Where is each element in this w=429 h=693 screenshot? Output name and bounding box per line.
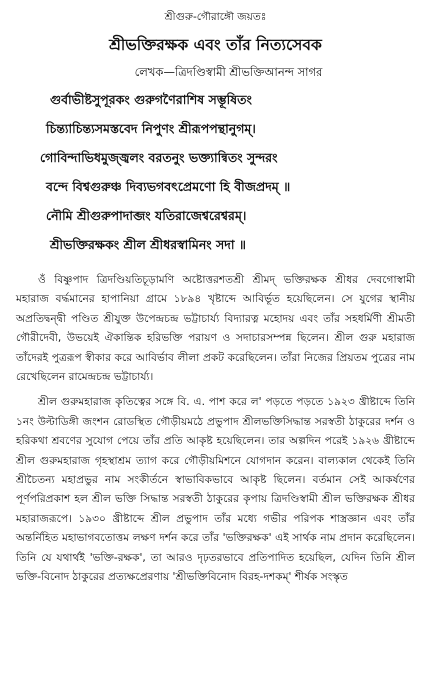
verse-line: নৌমি শ্রীগুরুপাদাব্জং যতিরাজেশ্বরেশ্বরম্। (46, 208, 247, 223)
sanskrit-verses (16, 92, 415, 257)
article-body (16, 271, 415, 588)
body-paragraph: ওঁ বিষ্ণুপাদ ত্রিদণ্ডিয়তিচূড়ামণি অষ্টোত্তরশতশ্রী শ্রীমদ্ ভক্তিরক্ষক শ্রীধর দেবগোস্বামী মহারাজ বর্দ্ধমানের হাপানিয়া গ্রামে ১৮৯৪ খৃষ্টাব্দে আবির্ভূত হয়েছিলেন। সে যুগের স্থানীয় অপ্রতিদ্বন্দ্বী পণ্ডিত শ্রীযুক্ত উপেন্দ্রচন্দ্র ভট্টাচার্য্য বিদ্যারত্ন মহোদয় এবং তাঁর সহধর্মিণী শ্রীমতী গৌরীদেবী, উভয়েই ঐকান্তিক হরিভক্তি পরায়ণ ও সদাচারসম্পন্ন ছিলেন। শ্রীল গুরু মহারাজ তাঁদেরই পুত্ররূপ স্বীকার করে আবির্ভাব লীলা প্রকট করেছিলেন। তাঁরা নিজের প্রিয়তম পুত্রের নাম রেখেছিলেন রামেন্দ্রচন্দ্র ভট্টাচার্য্য। (16, 274, 415, 384)
verse-line: গুর্বাভীষ্টসুপূরকং গুরুগণৈরাশিষ সম্ভূষিতং (50, 92, 252, 107)
author-line: লেখক—ত্রিদণ্ডিস্বামী শ্রীভক্তিআনন্দ সাগর (134, 65, 323, 79)
article-title: শ্রীভক্তিরক্ষক এবং তাঁর নিত্যসেবক (109, 36, 322, 54)
verse-line: চিন্ত্যাচিন্ত্যসমস্তবেদ নিপুণং শ্রীরূপপন্থানুগম্। (46, 121, 256, 136)
verse-line: বন্দে বিশ্বগুরুঞ্চ দিব্যভগবৎপ্রেমণো হি বীজপ্রদম্ ॥ (46, 179, 291, 194)
body-paragraph: শ্রীল গুরুমহারাজ কৃতিত্বের সঙ্গে বি. এ. পাশ করে ল' পড়তে পড়তে ১৯২৩ খ্রীষ্টাব্দে তিনি ১নং উল্টাডিঙ্গী জংশন রোডস্থিত গৌড়ীয়মঠে প্রভুপাদ শ্রীলভক্তিসিদ্ধান্ত সরস্বতী ঠাকুরের দর্শন ও হরিকথা শ্রবণের সুযোগ পেয়ে তাঁর প্রতি আকৃষ্ট হয়েছিলেন। তার অল্পদিন পরেই ১৯২৬ খ্রীষ্টাব্দে শ্রীল গুরুমহারাজ গৃহস্থাশ্রম ত্যাগ করে গৌড়ীয়মিশনে যোগদান করেন। বাল্যকাল থেকেই তিনি শ্রীচৈতন্য মহাপ্রভুর নাম সংকীর্তনে স্বাভাবিকভাবে আকৃষ্ট ছিলেন। বর্তমান সেই আকর্ষণের পূর্ণপরিপ্রকাশ হল শ্রীল ভক্তি সিদ্ধান্ত সরস্বতী ঠাকুরের কৃপায় ত্রিদণ্ডিস্বামী শ্রীল ভক্তিরক্ষক শ্রীধর মহারাজরূপে। ১৯৩০ খ্রীষ্টাব্দে শ্রীল প্রভুপাদ তাঁর মধ্যে গভীর পরিপক শাস্ত্রজ্ঞান এবং তাঁর অন্তর্নিহিত মহাভাগবতোত্তম লক্ষণ দর্শন করে তাঁর 'ভক্তিরক্ষক' এই সার্থক নাম প্রদান করেছিলেন। তিনি যে যথার্থই 'ভক্তি-রক্ষক', তা আরও দৃঢ়তরভাবে প্রতিপাদিত হয়েছিল, যেদিন তিনি শ্রীল ভক্তি-বিনোদ ঠাকুরের প্রত্যক্ষপ্রেরণায় 'শ্রীভক্তিবিনোদ বিরহ-দশকম্' শীর্ষক সংস্কৃত (16, 396, 415, 584)
verse-line: গোবিন্দাভিধমুজ্জ্বলং বরতনুং ভক্ত্যান্বিতং সুন্দরং (40, 150, 278, 165)
invocation-line: শ্রীগুরু-গৌরাঙ্গৌ জয়তঃ (164, 11, 267, 23)
verse-line: শ্রীভক্তিরক্ষকং শ্রীল শ্রীধরস্বামিনং সদা ॥ (50, 237, 246, 252)
